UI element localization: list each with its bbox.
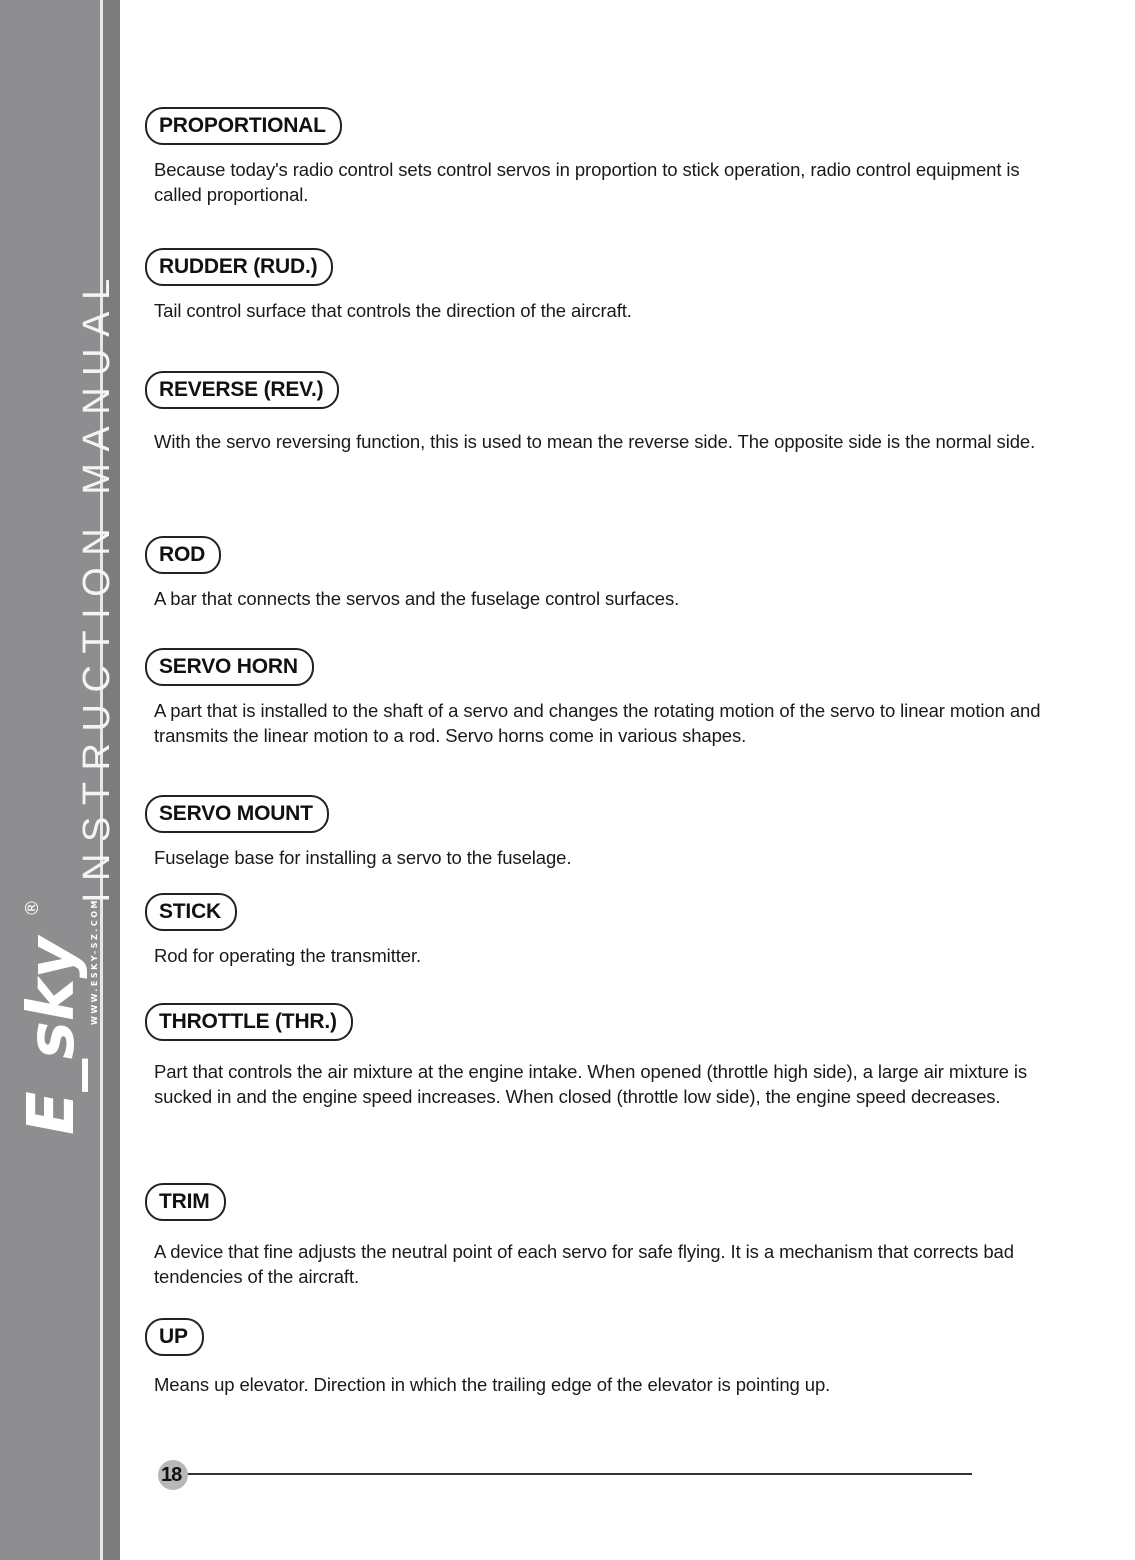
term-label: SERVO HORN [145, 648, 314, 686]
term-label: THROTTLE (THR.) [145, 1003, 353, 1041]
glossary-entry-reverse [145, 371, 1060, 454]
term-description: A bar that connects the servos and the fuselage control surfaces. [154, 588, 680, 609]
term-label: STICK [145, 893, 237, 931]
term-description: A part that is installed to the shaft of a servo and changes the rotating motion of the servo to linear motion and transmits the linear motion to a rod. Servo horns come in various shapes. [154, 700, 1041, 746]
glossary-entry-proportional [145, 107, 1060, 207]
term-description: With the servo reversing function, this is used to mean the reverse side. The opposite side is the normal side. [154, 431, 1036, 452]
term-description: Rod for operating the transmitter. [154, 945, 422, 966]
glossary-entry-stick [145, 893, 1060, 968]
term-label: RUDDER (RUD.) [145, 248, 333, 286]
term-label: SERVO MOUNT [145, 795, 329, 833]
term-label: PROPORTIONAL [145, 107, 342, 145]
page-number: 18 [158, 1460, 188, 1490]
term-label: TRIM [145, 1183, 226, 1221]
term-label: REVERSE (REV.) [145, 371, 339, 409]
term-description: A device that fine adjusts the neutral point of each servo for safe flying. It is a mechanism that corrects bad tendencies of the aircraft. [154, 1241, 1014, 1287]
term-label: UP [145, 1318, 204, 1356]
term-label: ROD [145, 536, 221, 574]
logo-url: WWW.ESKY-SZ.COM [90, 898, 99, 1025]
term-description: Fuselage base for installing a servo to the fuselage. [154, 847, 572, 868]
registered-mark: ® [22, 899, 43, 917]
footer-rule [186, 1473, 972, 1475]
manual-title: INSTRUCTION MANUAL [76, 267, 118, 903]
glossary-entry-servo-horn [145, 648, 1060, 748]
glossary-entry-servo-mount [145, 795, 1060, 870]
brand-logo [15, 895, 112, 1135]
glossary-entry-trim [145, 1183, 1060, 1289]
glossary-entry-throttle [145, 1003, 1060, 1109]
logo-text: E_sky [15, 936, 89, 1135]
term-description: Means up elevator. Direction in which the trailing edge of the elevator is pointing up. [154, 1374, 831, 1395]
term-description: Because today's radio control sets control servos in proportion to stick operation, radio control equipment is called proportional. [154, 159, 1020, 205]
glossary-entry-rudder [145, 248, 1060, 323]
term-description: Tail control surface that controls the direction of the aircraft. [154, 300, 632, 321]
term-description: Part that controls the air mixture at the engine intake. When opened (throttle high side), a large air mixture is sucked in and the engine speed increases. When closed (throttle low side), the engine speed decreases. [154, 1061, 1028, 1107]
glossary-entry-up [145, 1318, 1060, 1397]
glossary-entry-rod [145, 536, 1060, 611]
